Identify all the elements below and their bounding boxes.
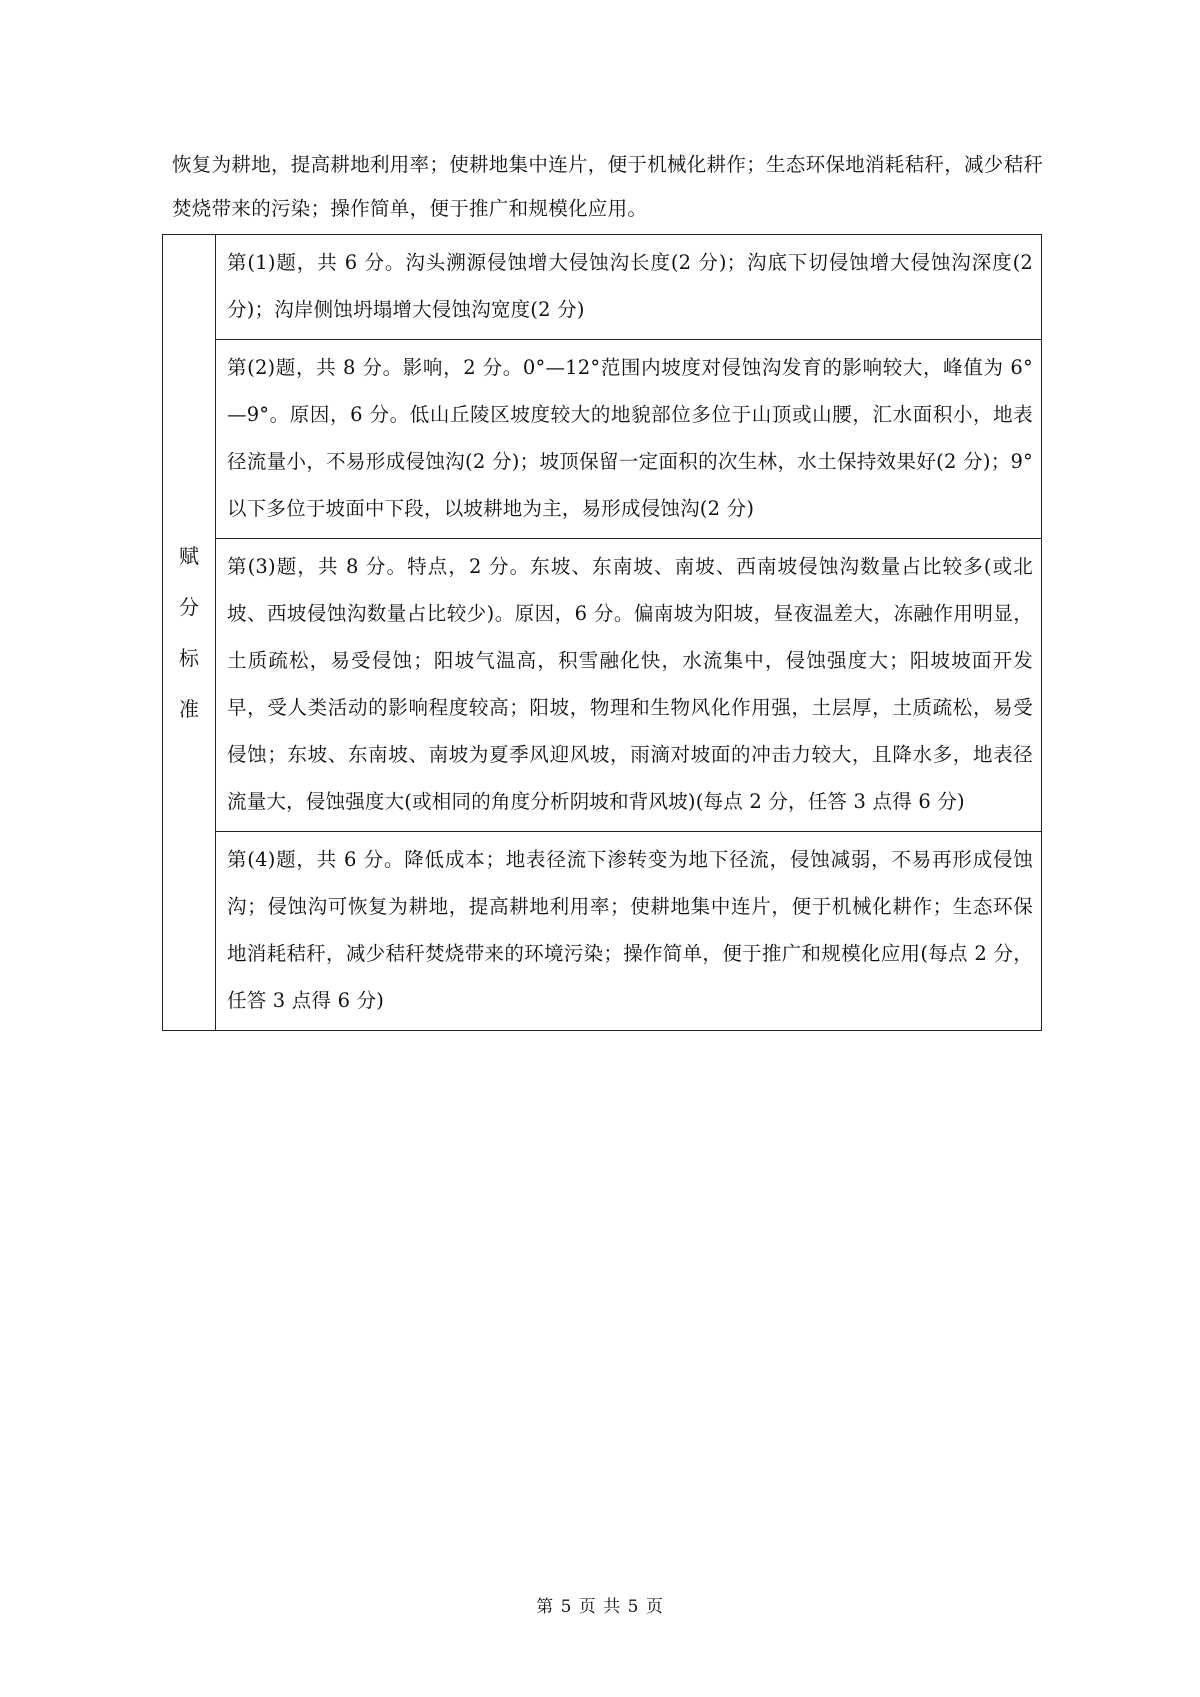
page-footer — [0, 1592, 1200, 1617]
scoring-item-q4: 第(4)题，共 6 分。降低成本；地表径流下渗转变为地下径流，侵蚀减弱，不易再形成侵蚀沟；侵蚀沟可恢复为耕地，提高耕地利用率；使耕地集中连片，便于机械化耕作；生态环保地消耗秸秆，减少秸秆焚烧带来的环境污染；操作简单，便于推广和规模化应用(每点 2 分，任答 3 点得 6 分) — [216, 832, 1042, 1031]
scoring-item-q2: 第(2)题，共 8 分。影响，2 分。0°—12°范围内坡度对侵蚀沟发育的影响较大，峰值为 6°—9°。原因，6 分。低山丘陵区坡度较大的地貌部位多位于山顶或山腰，汇水面积小，地表径流量小，不易形成侵蚀沟(2 分)；坡顶保留一定面积的次生林，水土保持效果好(2 分)；9°以下多位于坡面中下段，以坡耕地为主，易形成侵蚀沟(2 分) — [216, 340, 1042, 539]
page-number: 第 5 页 共 5 页 — [536, 1597, 664, 1617]
scoring-item-q3: 第(3)题，共 8 分。特点，2 分。东坡、东南坡、南坡、西南坡侵蚀沟数量占比较多(或北坡、西坡侵蚀沟数量占比较少)。原因，6 分。偏南坡为阳坡，昼夜温差大，冻融作用明显，土质疏松，易受侵蚀；阳坡气温高，积雪融化快，水流集中，侵蚀强度大；阳坡坡面开发早，受人类活动的影响程度较高；阳坡，物理和生物风化作用强，土层厚，土质疏松，易受侵蚀；东坡、东南坡、南坡为夏季风迎风坡，雨滴对坡面的冲击力较大，且降水多，地表径流量大，侵蚀强度大(或相同的角度分析阴坡和背风坡)(每点 2 分，任答 3 点得 6 分) — [216, 539, 1042, 832]
answer-continuation-text: 恢复为耕地，提高耕地利用率；使耕地集中连片，便于机械化耕作；生态环保地消耗秸秆，减少秸秆焚烧带来的污染；操作简单，便于推广和规模化应用。 — [172, 153, 1044, 220]
table-row — [163, 539, 1042, 832]
table-row — [163, 340, 1042, 539]
answer-continuation — [172, 143, 1052, 231]
table-row — [163, 235, 1042, 340]
scoring-item-q1: 第(1)题，共 6 分。沟头溯源侵蚀增大侵蚀沟长度(2 分)；沟底下切侵蚀增大侵蚀沟深度(2 分)；沟岸侧蚀坍塌增大侵蚀沟宽度(2 分) — [216, 235, 1042, 340]
scoring-standard-table — [162, 234, 1042, 1031]
scoring-standard-label: 赋分标准 — [179, 543, 199, 721]
scoring-standard-label-cell — [163, 235, 216, 1031]
table-row — [163, 832, 1042, 1031]
